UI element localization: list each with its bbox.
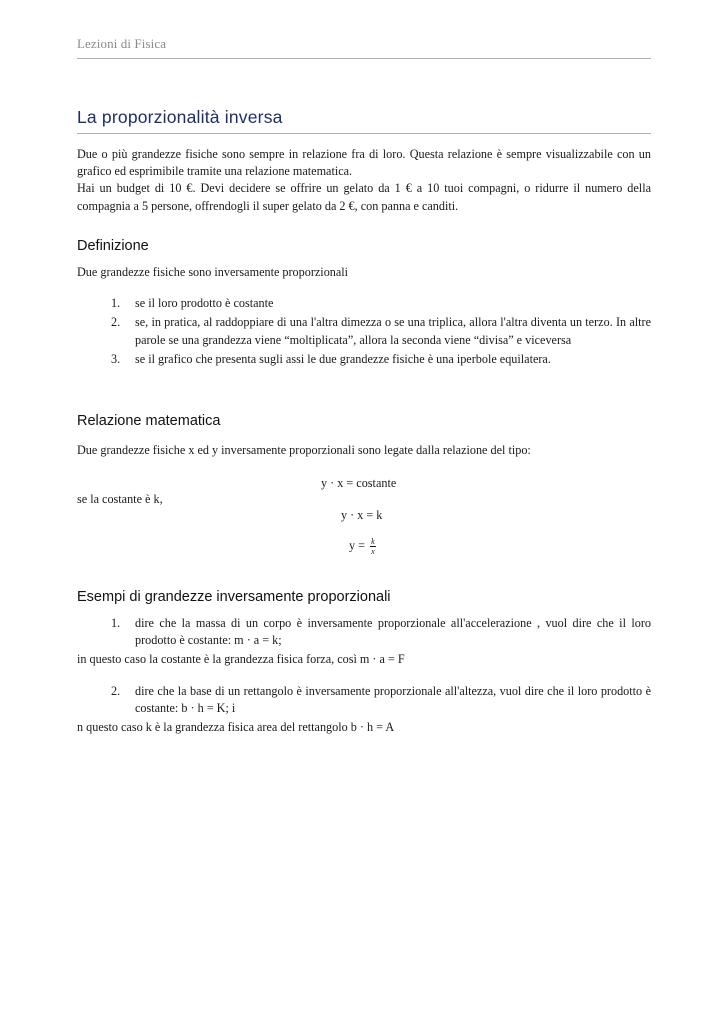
definizione-list [77,295,651,368]
list-text: se, in pratica, al raddoppiare di una l'altra dimezza o se una triplica, allora l'altra diventa un terzo. In altre parole se una grandezza viene “moltiplicata”, allora la seconda viene “divisa” e viceversa [135,315,651,347]
list-number: 1. [111,296,121,311]
page-title: La proporzionalità inversa [77,107,283,127]
formula-2: y · x = k [341,508,383,522]
formula-1: y · x = costante [321,476,397,490]
formula-note: se la costante è k, [77,492,163,506]
list-item [77,615,651,649]
list-text: dire che la massa di un corpo è inversamente proporzionale all'accelerazione , vuol dire che il loro prodotto è costante: m · a = k; [135,616,651,648]
esempi-heading: Esempi di grandezze inversamente proporzionali [77,589,391,605]
list-number: 2. [111,315,121,330]
esempi-list-2 [77,683,651,717]
esempi-note-1: in questo caso la costante è la grandezza fisica forza, così m · a = F [77,652,405,667]
fraction [370,537,376,556]
fraction-denominator: x [371,547,375,556]
relazione-heading: Relazione matematica [77,413,221,429]
relazione-lead-block [77,442,651,459]
list-number: 2. [111,683,121,698]
definizione-section [77,264,651,368]
definizione-heading: Definizione [77,238,149,254]
relazione-lead: Due grandezze fisiche x ed y inversamente proporzionali sono legate dalla relazione del tipo: [77,443,531,457]
esempi-note-2: n questo caso k è la grandezza fisica area del rettangolo b · h = A [77,720,395,735]
intro-paragraph-2: Hai un budget di 10 €. Devi decidere se offrire un gelato da 1 € a 10 tuoi compagni, o ridurre il numero della compagnia a 5 persone, offrendogli il super gelato da 2 €, con panna e canditi. [77,181,651,213]
header-divider [77,58,651,59]
title-divider [77,133,651,134]
list-text: dire che la base di un rettangolo è inversamente proporzionale all'altezza, vuol dire che il loro prodotto è costante: b · h = K; i [135,683,651,715]
list-text: se il grafico che presenta sugli assi le due grandezze fisiche è una iperbole equilatera. [135,351,551,366]
list-item [77,683,651,717]
formula-3 [349,537,376,556]
formula-3-lhs: y = [349,538,366,553]
list-text: se il loro prodotto è costante [135,296,274,311]
list-item [77,295,651,312]
list-number: 1. [111,616,121,630]
list-item [77,314,651,348]
fraction-numerator: k [371,537,375,546]
running-header: Lezioni di Fisica [77,36,167,51]
list-item [77,351,651,368]
definizione-lead: Due grandezze fisiche sono inversamente proporzionali [77,265,349,279]
list-number: 3. [111,351,121,366]
intro-paragraph-1: Due o più grandezze fisiche sono sempre in relazione fra di loro. Questa relazione è sempre visualizzabile con un grafico ed esprimibile tramite una relazione matematica. [77,147,651,179]
intro-section [77,146,651,215]
esempi-list-1 [77,615,651,649]
esempi-section [77,615,651,736]
